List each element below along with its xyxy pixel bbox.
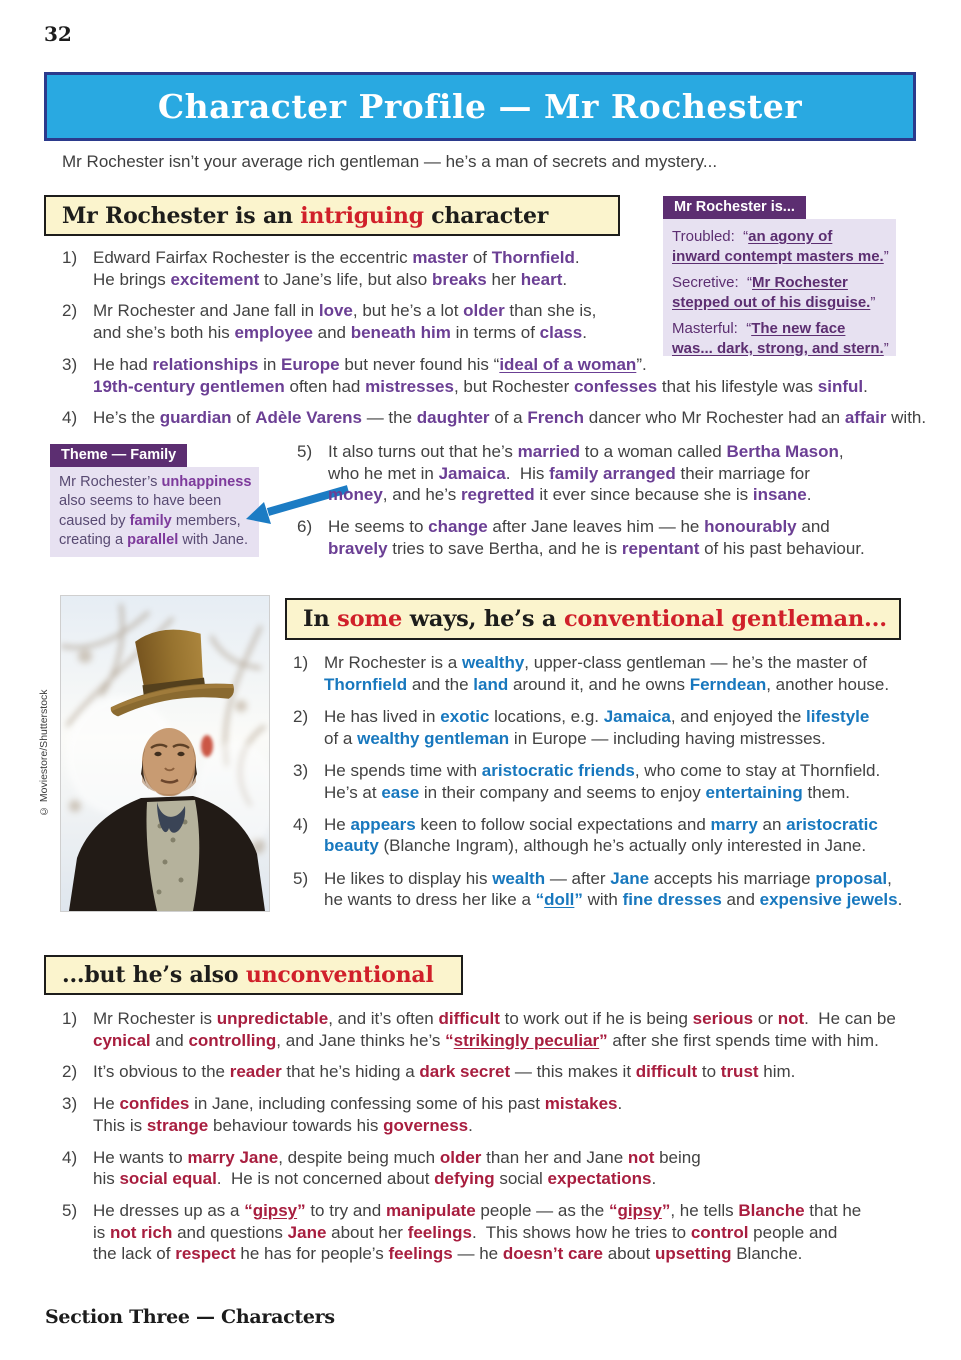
item-text (93, 1061, 795, 1083)
text-line: 19th-century gentlemen often had mistresses, but Rochester confesses that his lifestyle was sinful. (93, 376, 868, 396)
list-item (62, 1093, 952, 1136)
item-number: 6) (297, 517, 313, 537)
list-item (62, 354, 922, 397)
text-line: his social equal. He is not concerned about defying social expectations. (93, 1169, 657, 1189)
page-title: Character Profile — Mr Rochester (157, 87, 803, 126)
text-line: Masterful: “The new face (672, 320, 846, 337)
item-text (93, 300, 596, 343)
item-number: 1) (62, 1009, 78, 1028)
text-line: It’s obvious to the reader that he’s hiding a dark secret — this makes it difficult to trust him. (93, 1062, 796, 1082)
intriguing-list-items-1-4 (62, 247, 927, 429)
item-number: 2) (293, 706, 309, 726)
text-line: It also turns out that he’s married to a woman called Bertha Mason, (328, 442, 844, 461)
item-text (93, 1147, 701, 1190)
rochester-photo (60, 595, 270, 912)
text-line: He had relationships in Europe but never found his “ideal of a woman”. (93, 354, 647, 374)
text-line: money, and he’s regretted it ever since because she is insane. (328, 485, 812, 505)
text-line: the lack of respect he has for people’s feelings — he doesn’t care about upsetting Blanche. (93, 1244, 803, 1264)
list-item (293, 706, 908, 749)
text-line: beauty (Blanche Ingram), although he’s actually only interested in Jane. (324, 836, 867, 856)
text-line: He seems to change after Jane leaves him — he honourably and (328, 517, 830, 537)
page-title-banner (44, 72, 916, 141)
item-text (324, 652, 889, 695)
item-text (324, 868, 902, 911)
list-item (297, 441, 922, 506)
text-line: Thornfield and the land around it, and he owns Ferndean, another house. (324, 674, 890, 694)
intriguing-list-items-5-6 (297, 441, 922, 560)
item-text (93, 247, 580, 290)
text-line: Secretive: “Mr Rochester (672, 274, 848, 291)
item-text (93, 1200, 861, 1265)
text-line: This is strange behaviour towards his governess. (93, 1115, 473, 1135)
list-item (62, 300, 922, 343)
item-number: 3) (62, 354, 78, 374)
text-line: is not rich and questions Jane about her feelings. This shows how he tries to control people and (93, 1222, 838, 1242)
text-line: caused by family members, (59, 512, 241, 529)
text-line: was... dark, strong, and stern.” (672, 339, 889, 357)
section-heading-unconventional: ...but he’s also unconventional (44, 955, 463, 995)
item-number: 4) (293, 814, 309, 834)
section-heading-intriguing: Mr Rochester is an intriguing character (44, 195, 620, 236)
list-item (293, 760, 908, 803)
text-line: He’s at ease in their company and seems to enjoy entertaining them. (324, 782, 851, 802)
item-number: 2) (62, 301, 78, 321)
list-item (297, 516, 922, 559)
item-text (324, 760, 880, 803)
text-line: Mr Rochester is a wealthy, upper-class gentleman — he’s the master of (324, 653, 867, 672)
list-item (293, 814, 908, 857)
text-line: He spends time with aristocratic friends, who come to stay at Thornfield. (324, 760, 881, 780)
text-line: and she’s both his employee and beneath him in terms of class. (93, 323, 587, 343)
item-number: 1) (293, 653, 309, 672)
text-line: of a wealthy gentleman in Europe — including having mistresses. (324, 728, 826, 748)
intro-text: Mr Rochester isn’t your average rich gentleman — he’s a man of secrets and mystery... (62, 152, 718, 171)
list-item (62, 1147, 952, 1190)
list-item (62, 1200, 952, 1265)
text-line: creating a parallel with Jane. (59, 531, 249, 548)
text-line: Mr Rochester is unpredictable, and it’s often difficult to work out if he is being serious or not. He can be (93, 1009, 896, 1028)
text-line: stepped out of his disguise.” (672, 293, 876, 311)
text-line: also seems to have been (59, 493, 222, 510)
item-number: 5) (297, 442, 313, 461)
item-text (93, 1093, 622, 1136)
text-line: He wants to marry Jane, despite being much older than her and Jane not being (93, 1147, 701, 1167)
text-line: He has lived in exotic locations, e.g. Jamaica, and enjoyed the lifestyle (324, 706, 870, 726)
list-item (62, 247, 922, 290)
text-line: Mr Rochester’s unhappiness (59, 474, 252, 490)
text-line: Mr Rochester and Jane fall in love, but he’s a lot older than she is, (93, 301, 597, 321)
page-number: 32 (44, 22, 72, 46)
text-line: He brings excitement to Jane’s life, but also breaks her heart. (93, 269, 568, 289)
item-text (324, 706, 869, 749)
text-line: Edward Fairfax Rochester is the eccentric master of Thornfield. (93, 248, 580, 267)
theme-box (50, 467, 259, 557)
text-line: He confides in Jane, including confessing some of his past mistakes. (93, 1094, 623, 1114)
item-text (93, 354, 868, 397)
text-line: He dresses up as a “gipsy” to try and manipulate people — as the “gipsy”, he tells Blanche that he (93, 1200, 862, 1220)
text-line: He likes to display his wealth — after Jane accepts his marriage proposal, (324, 868, 892, 888)
text-line: cynical and controlling, and Jane thinks he’s “strikingly peculiar” after she first spends time with him. (93, 1030, 879, 1050)
item-text (93, 1008, 896, 1051)
text-line: who he met in Jamaica. His family arranged their marriage for (328, 463, 810, 483)
item-text (324, 814, 878, 857)
text-line: He appears keen to follow social expectations and marry an aristocratic (324, 814, 878, 834)
item-text (328, 441, 844, 506)
text-line: inward contempt masters me.” (672, 247, 889, 265)
list-item (62, 1061, 952, 1083)
section-footer: Section Three — Characters (45, 1306, 335, 1328)
theme-box-title: Theme — Family (50, 444, 187, 467)
item-number: 2) (62, 1062, 78, 1082)
item-number: 3) (62, 1094, 78, 1114)
list-item (293, 652, 908, 695)
list-item (293, 868, 908, 911)
item-number: 1) (62, 248, 78, 267)
section-heading-conventional: In some ways, he’s a conventional gentleman... (285, 598, 901, 640)
list-item (62, 407, 927, 429)
photo-credit: © Moviestore/Shutterstock (38, 689, 50, 818)
conventional-list (293, 652, 908, 911)
item-number: 4) (62, 408, 78, 428)
item-number: 4) (62, 1147, 78, 1167)
text-line: bravely tries to save Bertha, and he is repentant of his past behaviour. (328, 538, 865, 558)
item-text (328, 516, 865, 559)
item-number: 3) (293, 760, 309, 780)
item-text (93, 407, 926, 429)
item-number: 5) (62, 1200, 78, 1220)
list-item (62, 1008, 952, 1051)
item-number: 5) (293, 868, 309, 888)
text-line: He’s the guardian of Adèle Varens — the daughter of a French dancer who Mr Rochester had an affair with. (93, 408, 927, 428)
quote-box-title: Mr Rochester is... (663, 196, 806, 219)
text-line: Troubled: “an agony of (672, 228, 833, 245)
text-line: he wants to dress her like a “doll” with fine dresses and expensive jewels. (324, 890, 903, 910)
unconventional-list (62, 1008, 952, 1265)
